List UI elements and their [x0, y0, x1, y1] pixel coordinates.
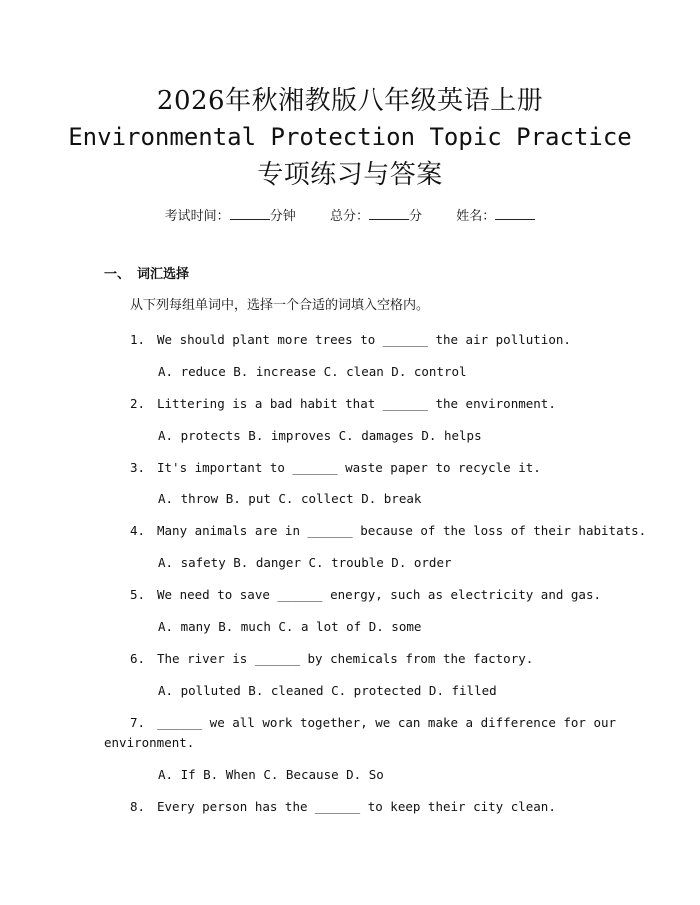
score-label: 总分： — [329, 209, 369, 224]
question-text: We should plant more trees to ______ the air pollution. — [157, 332, 571, 347]
question-number: 7. — [130, 715, 146, 730]
section-number: 一、 — [104, 267, 131, 282]
time-unit: 分钟 — [269, 209, 296, 224]
question-number: 2. — [130, 396, 146, 411]
question-6 — [130, 650, 533, 668]
question-3-options: A. throw B. put C. collect D. break — [158, 491, 422, 506]
score-blank — [369, 206, 409, 220]
document-subtitle-english: Environmental Protection Topic Practice — [68, 123, 632, 151]
question-number: 5. — [130, 587, 146, 602]
question-3 — [130, 459, 541, 477]
question-text: ______ we all work together, we can make a difference for our — [157, 715, 617, 730]
document-title: 2026年秋湘教版八年级英语上册 — [156, 86, 544, 116]
question-5 — [130, 586, 601, 604]
question-text: Many animals are in ______ because of the loss of their habitats. — [157, 523, 647, 538]
question-number: 4. — [130, 523, 146, 538]
question-6-options: A. polluted B. cleaned C. protected D. filled — [158, 683, 497, 698]
question-text: The river is ______ by chemicals from the factory. — [157, 651, 534, 666]
question-text: It's important to ______ waste paper to recycle it. — [157, 460, 541, 475]
section-heading — [104, 266, 189, 284]
name-blank — [495, 206, 535, 220]
question-7-continuation: environment. — [104, 735, 195, 750]
question-4-options: A. safety B. danger C. trouble D. order — [158, 555, 452, 570]
question-number: 1. — [130, 332, 146, 347]
question-text: Littering is a bad habit that ______ the environment. — [157, 396, 556, 411]
time-label: 考试时间： — [164, 209, 230, 224]
question-text: We need to save ______ energy, such as electricity and gas. — [157, 587, 602, 602]
section-title: 词汇选择 — [137, 267, 190, 282]
question-number: 3. — [130, 460, 146, 475]
question-2 — [130, 395, 556, 413]
document-subtitle: 专项练习与答案 — [257, 160, 443, 190]
question-1-options: A. reduce B. increase C. clean D. control — [158, 364, 467, 379]
name-label: 姓名： — [456, 209, 496, 224]
score-unit: 分 — [409, 209, 423, 224]
question-7 — [130, 714, 616, 732]
time-blank — [230, 206, 270, 220]
question-number: 6. — [130, 651, 146, 666]
question-4 — [130, 522, 646, 540]
question-text: Every person has the ______ to keep their city clean. — [157, 799, 556, 814]
question-7-options: A. If B. When C. Because D. So — [158, 767, 384, 782]
question-2-options: A. protects B. improves C. damages D. helps — [158, 428, 482, 443]
question-5-options: A. many B. much C. a lot of D. some — [158, 619, 422, 634]
question-1 — [130, 331, 571, 349]
question-8 — [130, 798, 556, 816]
exam-info-line — [0, 206, 700, 226]
question-number: 8. — [130, 799, 146, 814]
section-instruction: 从下列每组单词中，选择一个合适的词填入空格内。 — [130, 298, 430, 313]
